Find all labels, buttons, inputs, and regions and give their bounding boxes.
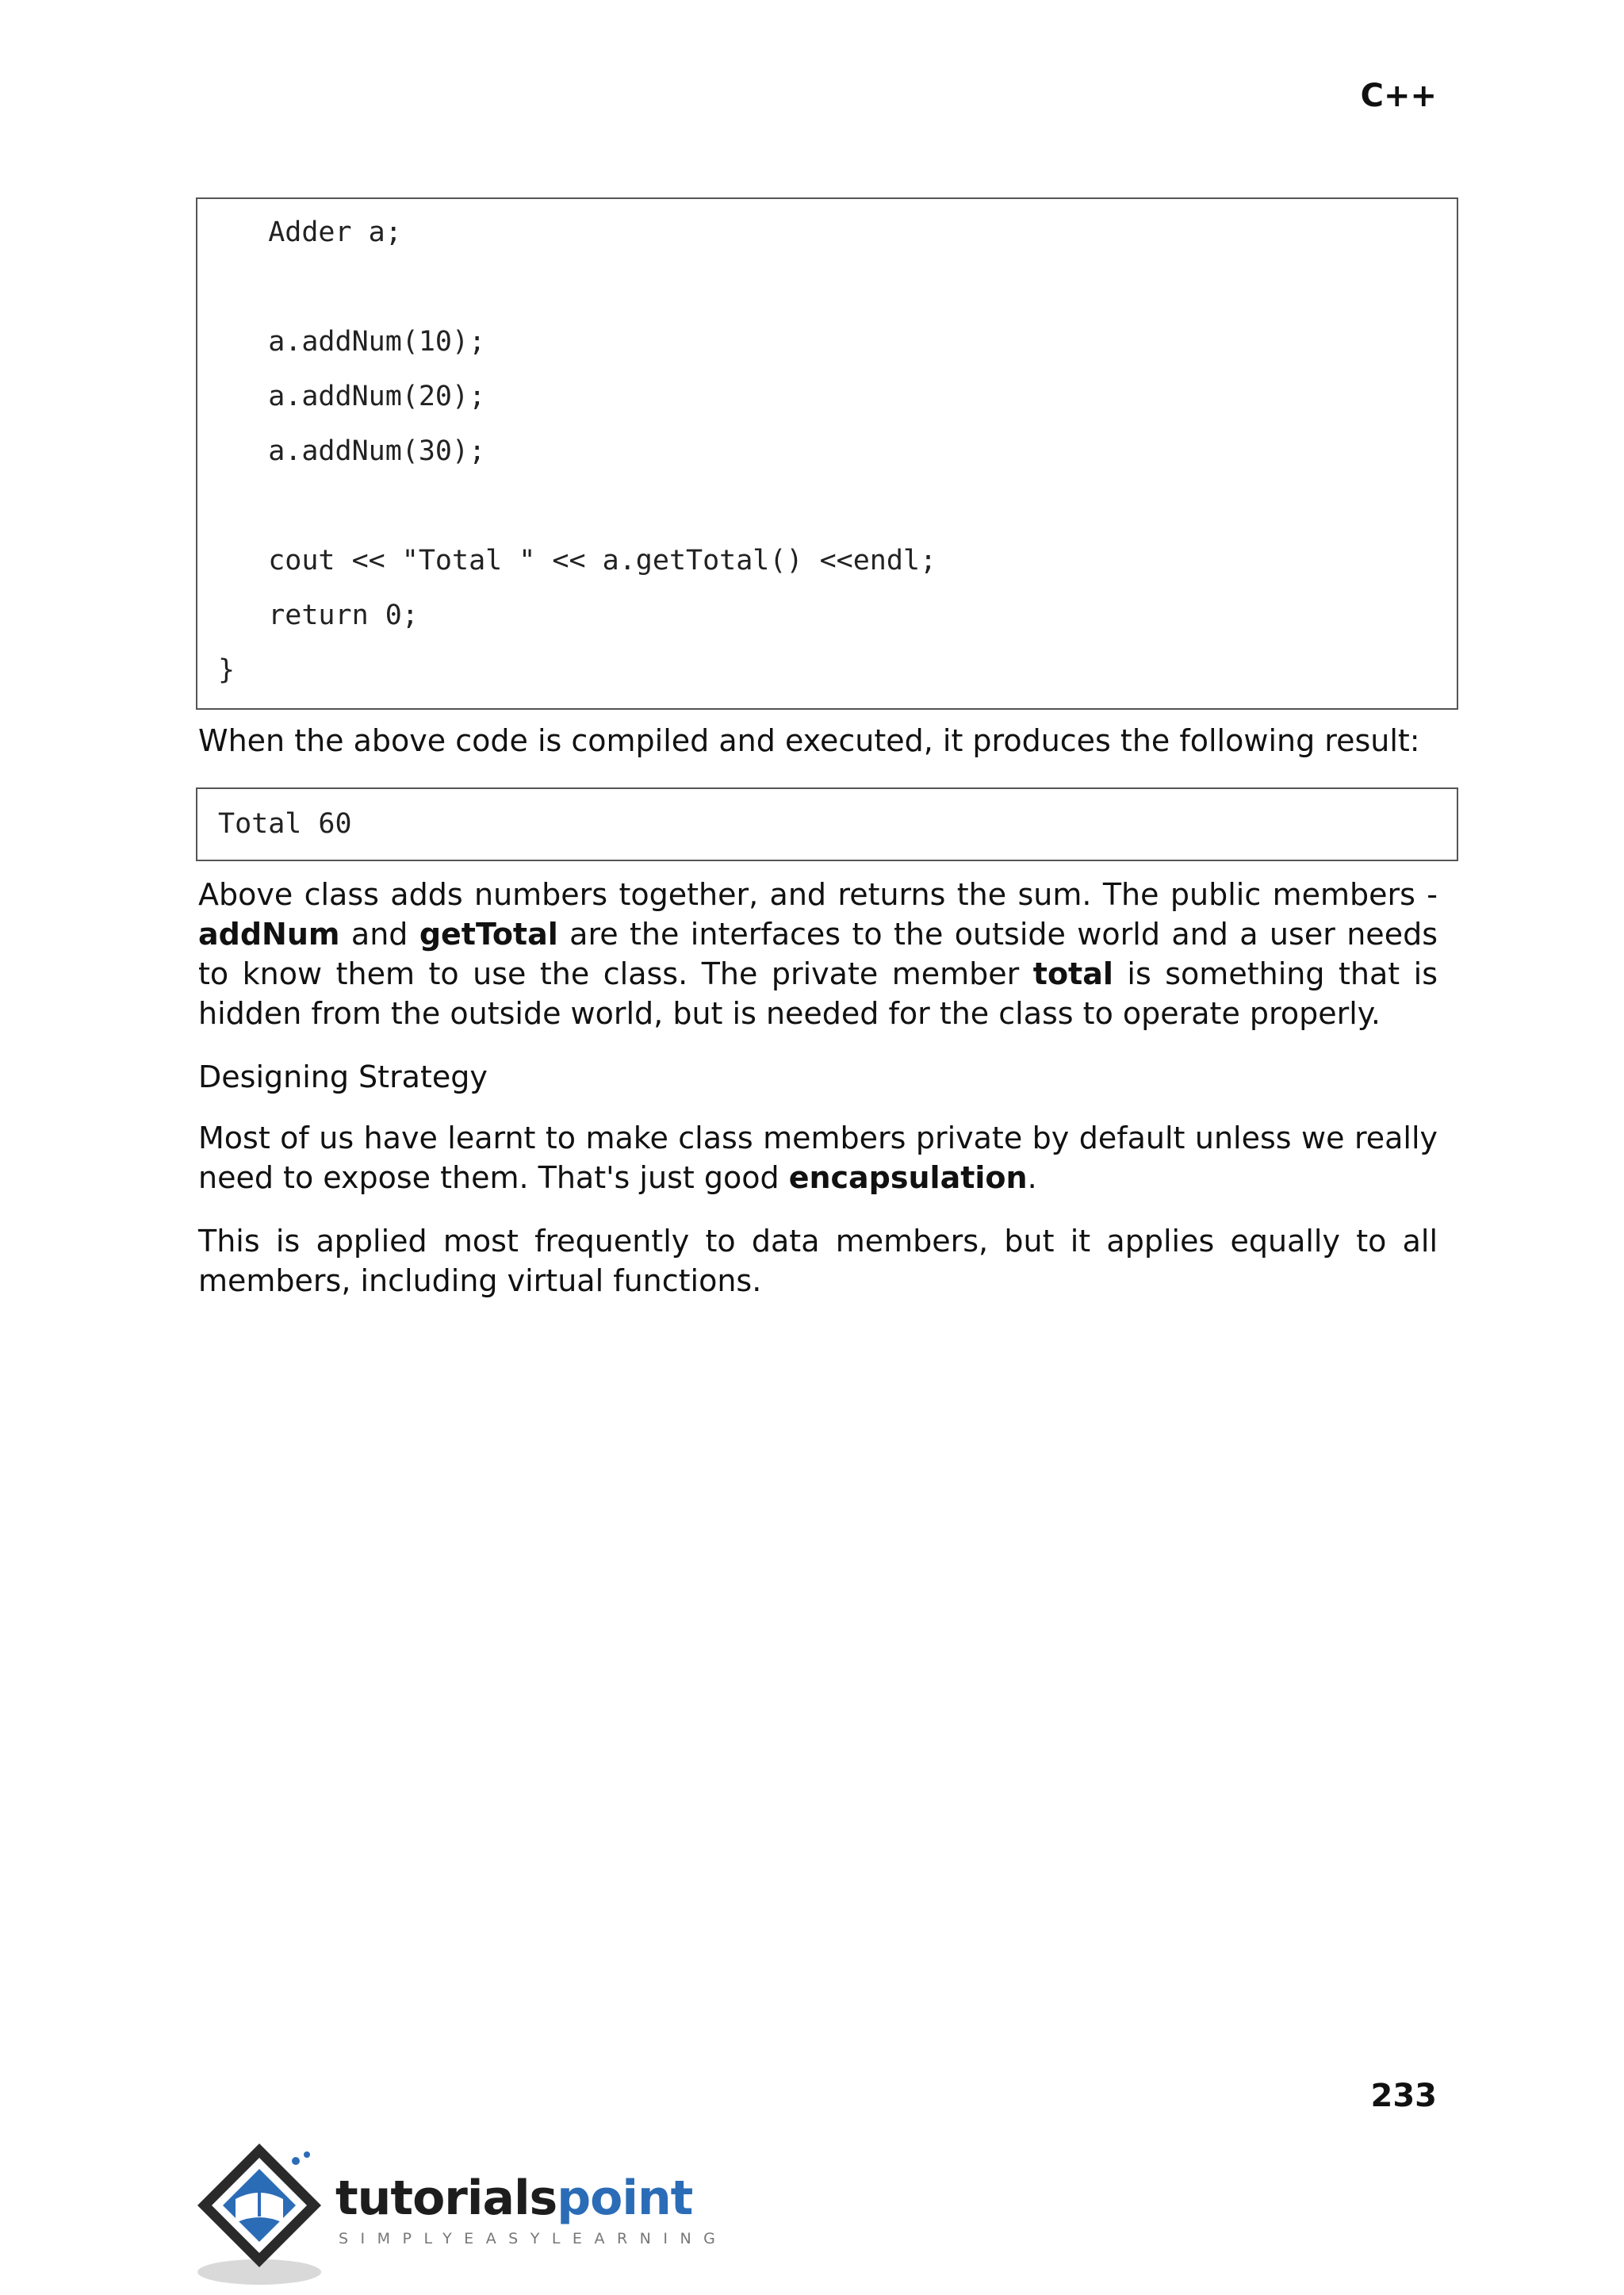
bold-term: encapsulation [788,1160,1028,1195]
output-text: Total 60 [218,808,352,840]
bold-term: total [1032,956,1113,991]
paragraph-members [198,875,1438,1033]
bold-term: addNum [198,917,340,952]
running-header-title: C++ [1360,78,1437,114]
code-line: return 0; [218,600,419,631]
bold-term: getTotal [419,917,558,952]
code-line: } [218,654,236,686]
text-run: and [339,917,419,952]
logo-word-point: point [557,2170,693,2226]
section-heading: Designing Strategy [198,1059,488,1094]
code-line: Adder a; [218,216,402,248]
logo-wordmark [335,2170,692,2226]
code-line: a.addNum(20); [218,381,486,412]
text-run: Above class adds numbers together, and returns the sum. The public members - [198,877,1438,912]
logo-word-tutorials: tutorials [335,2170,557,2226]
paragraph-strategy [198,1118,1438,1197]
output-block [196,787,1458,861]
code-line: a.addNum(10); [218,326,486,358]
page-number: 233 [1370,2078,1437,2114]
text-run: . [1027,1160,1037,1195]
text-run: Most of us have learnt to make class members private by default unless we really need to expose them. That's just good [198,1121,1438,1195]
text-run: are the interfaces to the outside world and a user needs to know them to use the class. The private member [198,917,1438,991]
code-block [196,197,1458,710]
logo-diamond-icon [194,2137,337,2288]
tutorialspoint-logo [194,2137,728,2288]
paragraph-applied: This is applied most frequently to data members, but it applies equally to all members, including virtual functions. [198,1224,1438,1298]
result-intro-text: When the above code is compiled and executed, it produces the following result: [198,723,1420,758]
text-run: is something that is hidden from the outside world, but is needed for the class to operate properly. [198,956,1438,1031]
code-line: cout << "Total " << a.getTotal() <<endl; [218,545,937,577]
code-line: a.addNum(30); [218,435,486,467]
logo-tagline: SIMPLYEASYLEARNING [339,2230,728,2247]
